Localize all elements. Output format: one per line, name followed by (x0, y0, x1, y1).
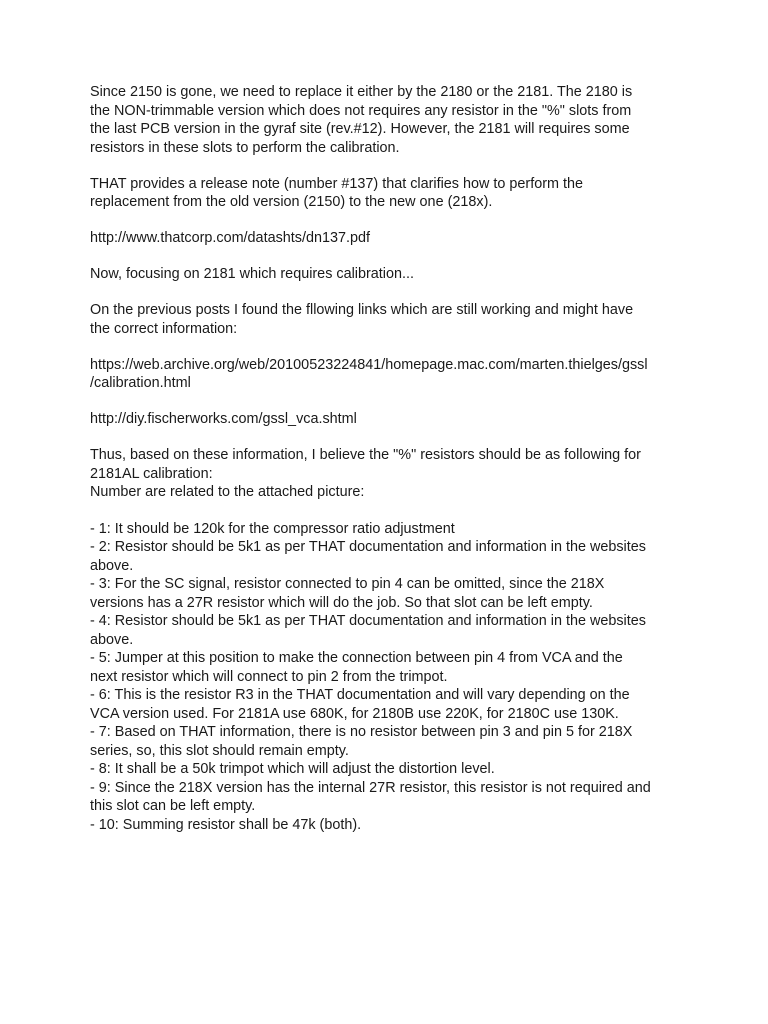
list-item: - 2: Resistor should be 5k1 as per THAT documentation and information in the websites above. (90, 539, 646, 574)
list-item: - 9: Since the 218X version has the internal 27R resistor, this resistor is not required and this slot can be left empty. (90, 779, 651, 814)
calibration-list (90, 520, 690, 835)
paragraph-picture-note: Number are related to the attached picture: (90, 484, 365, 500)
link-dn137: http://www.thatcorp.com/datashts/dn137.pdf (90, 230, 370, 246)
paragraph-focus: Now, focusing on 2181 which requires calibration... (90, 266, 414, 282)
paragraph-conclusion: Thus, based on these information, I believe the "%" resistors should be as following for 2181AL calibration: (90, 447, 641, 482)
link-fischerworks: http://diy.fischerworks.com/gssl_vca.shtml (90, 411, 357, 427)
list-item: - 1: It should be 120k for the compressor ratio adjustment (90, 520, 455, 537)
list-item: - 8: It shall be a 50k trimpot which will adjust the distortion level. (90, 761, 495, 777)
list-item: - 5: Jumper at this position to make the connection between pin 4 from VCA and the next resistor which will connect to pin 2 from the trimpot. (90, 650, 623, 685)
spacer (90, 502, 690, 520)
list-item: - 7: Based on THAT information, there is no resistor between pin 3 and pin 5 for 218X series, so, this slot should remain empty. (90, 724, 633, 759)
document-page (90, 83, 690, 834)
link-archive: https://web.archive.org/web/20100523224841/homepage.mac.com/marten.thielges/gssl /calibration.html (90, 356, 648, 391)
list-item: - 3: For the SC signal, resistor connected to pin 4 can be omitted, since the 218X versions has a 27R resistor which will do the job. So that slot can be left empty. (90, 576, 605, 611)
list-item: - 4: Resistor should be 5k1 as per THAT documentation and information in the websites above. (90, 613, 646, 648)
paragraph-intro: Since 2150 is gone, we need to replace it either by the 2180 or the 2181. The 2180 is the NON-trimmable version which does not requires any resistor in the "%" slots from the last PCB version in the gyraf site (rev.#12). However, the 2181 will requires some resistors in these slots to perform the calibration. (90, 84, 633, 156)
paragraph-previous-posts: On the previous posts I found the fllowing links which are still working and might have the correct information: (90, 302, 634, 337)
list-item: - 10: Summing resistor shall be 47k (both). (90, 816, 362, 833)
list-item: - 6: This is the resistor R3 in the THAT documentation and will vary depending on the VCA version used. For 2181A use 680K, for 2180B use 220K, for 2180C use 130K. (90, 687, 630, 722)
paragraph-release-note: THAT provides a release note (number #137) that clarifies how to perform the replacement from the old version (2150) to the new one (218x). (90, 175, 583, 210)
